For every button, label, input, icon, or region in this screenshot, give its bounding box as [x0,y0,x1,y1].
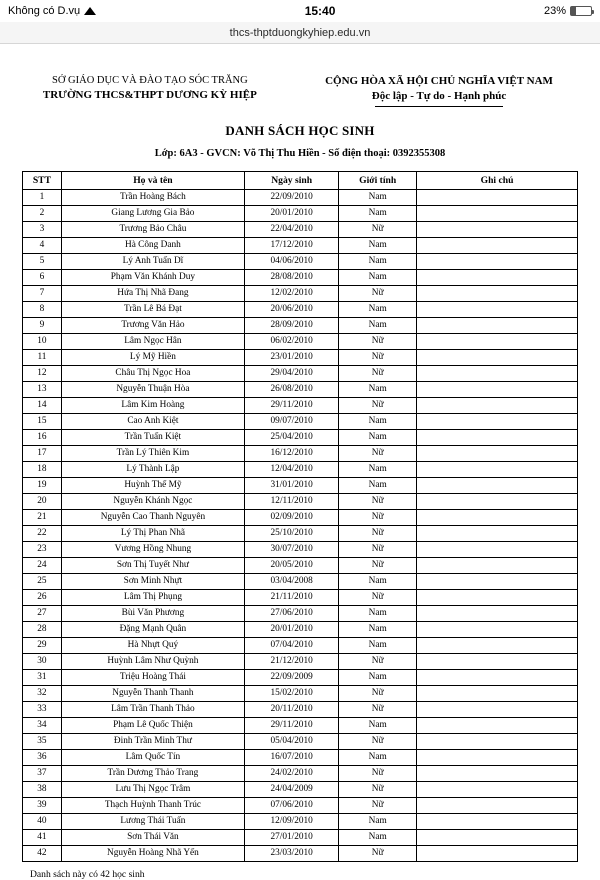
cell-sex: Nữ [339,557,417,573]
table-row [23,557,578,573]
table-row [23,477,578,493]
cell-sex: Nam [339,813,417,829]
cell-note [417,413,578,429]
cell-stt: 18 [23,461,62,477]
table-row [23,525,578,541]
cell-note [417,589,578,605]
cell-note [417,573,578,589]
cell-dob: 28/09/2010 [244,317,338,333]
table-row [23,733,578,749]
col-header-note: Ghi chú [417,171,578,189]
cell-stt: 13 [23,381,62,397]
cell-stt: 27 [23,605,62,621]
table-row [23,605,578,621]
cell-sex: Nam [339,301,417,317]
cell-sex: Nữ [339,781,417,797]
cell-sex: Nữ [339,525,417,541]
cell-name: Thạch Huỳnh Thanh Trúc [61,797,244,813]
cell-note [417,269,578,285]
cell-dob: 24/02/2010 [244,765,338,781]
cell-note [417,637,578,653]
cell-note [417,765,578,781]
cell-dob: 12/11/2010 [244,493,338,509]
cell-sex: Nữ [339,541,417,557]
cell-stt: 24 [23,557,62,573]
table-row [23,349,578,365]
cell-stt: 5 [23,253,62,269]
cell-stt: 33 [23,701,62,717]
cell-sex: Nữ [339,845,417,861]
cell-sex: Nữ [339,333,417,349]
table-row [23,397,578,413]
col-header-stt: STT [23,171,62,189]
table-row [23,333,578,349]
table-row [23,253,578,269]
cell-sex: Nam [339,461,417,477]
cell-dob: 26/08/2010 [244,381,338,397]
cell-note [417,541,578,557]
cell-dob: 23/01/2010 [244,349,338,365]
cell-name: Giang Lương Gia Bảo [61,205,244,221]
table-row [23,205,578,221]
cell-sex: Nam [339,381,417,397]
cell-stt: 19 [23,477,62,493]
cell-sex: Nữ [339,493,417,509]
table-row [23,749,578,765]
cell-dob: 04/06/2010 [244,253,338,269]
cell-sex: Nam [339,621,417,637]
cell-note [417,845,578,861]
cell-note [417,333,578,349]
clock-label: 15:40 [304,4,336,18]
table-row [23,637,578,653]
cell-name: Triệu Hoàng Thái [61,669,244,685]
cell-name: Bùi Văn Phương [61,605,244,621]
cell-dob: 27/06/2010 [244,605,338,621]
cell-name: Lâm Kim Hoàng [61,397,244,413]
cell-stt: 37 [23,765,62,781]
table-row [23,301,578,317]
table-row [23,317,578,333]
cell-note [417,557,578,573]
cell-note [417,285,578,301]
cell-sex: Nam [339,429,417,445]
cell-name: Trần Lý Thiên Kim [61,445,244,461]
table-row [23,413,578,429]
cell-name: Trần Lê Bá Đạt [61,301,244,317]
table-row [23,797,578,813]
footer-note: Danh sách này có 42 học sinh [30,868,145,880]
cell-name: Nguyễn Khánh Ngọc [61,493,244,509]
table-row [23,653,578,669]
cell-sex: Nam [339,637,417,653]
cell-dob: 05/04/2010 [244,733,338,749]
url-text: thcs-thptduongkyhiep.edu.vn [229,26,371,39]
battery-percent-label: 23% [543,5,566,17]
cell-dob: 27/01/2010 [244,829,338,845]
cell-name: Lâm Trần Thanh Thảo [61,701,244,717]
cell-note [417,205,578,221]
cell-sex: Nữ [339,445,417,461]
cell-stt: 41 [23,829,62,845]
status-bar-right [544,5,592,17]
cell-name: Sơn Minh Nhựt [61,573,244,589]
cell-sex: Nữ [339,365,417,381]
cell-note [417,605,578,621]
cell-dob: 12/04/2010 [244,461,338,477]
cell-name: Hà Công Danh [61,237,244,253]
cell-stt: 25 [23,573,62,589]
cell-stt: 6 [23,269,62,285]
table-row [23,589,578,605]
status-bar-left [8,5,96,17]
carrier-label: Không có D.vụ [8,5,81,17]
table-row [23,765,578,781]
cell-note [417,685,578,701]
cell-dob: 16/07/2010 [244,749,338,765]
cell-dob: 29/11/2010 [244,717,338,733]
cell-name: Nguyễn Hoàng Nhã Yến [61,845,244,861]
cell-note [417,653,578,669]
cell-sex: Nam [339,829,417,845]
cell-stt: 2 [23,205,62,221]
cell-sex: Nam [339,477,417,493]
table-body [23,189,578,861]
cell-sex: Nữ [339,797,417,813]
cell-stt: 10 [23,333,62,349]
cell-note [417,509,578,525]
table-row [23,237,578,253]
cell-name: Nguyễn Thanh Thanh [61,685,244,701]
cell-dob: 03/04/2008 [244,573,338,589]
org-line-2: TRƯỜNG THCS&THPT DƯƠNG KỲ HIỆP [42,89,257,102]
cell-dob: 20/06/2010 [244,301,338,317]
cell-note [417,189,578,205]
cell-stt: 30 [23,653,62,669]
table-row [23,445,578,461]
cell-name: Đinh Trần Minh Thư [61,733,244,749]
cell-name: Lâm Quốc Tín [61,749,244,765]
cell-stt: 4 [23,237,62,253]
cell-sex: Nữ [339,509,417,525]
cell-note [417,781,578,797]
cell-dob: 25/10/2010 [244,525,338,541]
cell-stt: 16 [23,429,62,445]
cell-dob: 28/08/2010 [244,269,338,285]
cell-stt: 21 [23,509,62,525]
cell-dob: 15/02/2010 [244,685,338,701]
cell-sex: Nữ [339,589,417,605]
document-body [0,44,600,880]
cell-name: Lý Thị Phan Nhã [61,525,244,541]
cell-name: Trần Hoàng Bách [61,189,244,205]
table-row [23,813,578,829]
cell-dob: 02/09/2010 [244,509,338,525]
cell-stt: 20 [23,493,62,509]
table-row [23,621,578,637]
nation-line-1: CỘNG HÒA XÃ HỘI CHỦ NGHĨA VIỆT NAM [325,75,553,87]
cell-stt: 12 [23,365,62,381]
cell-stt: 29 [23,637,62,653]
wifi-icon [84,6,96,16]
cell-note [417,717,578,733]
page-title: DANH SÁCH HỌC SINH [225,122,375,138]
cell-name: Lưu Thị Ngọc Trâm [61,781,244,797]
page-subtitle: Lớp: 6A3 - GVCN: Võ Thị Thu Hiền - Số điện thoại: 0392355308 [154,147,446,159]
cell-dob: 29/04/2010 [244,365,338,381]
table-row [23,189,578,205]
cell-stt: 42 [23,845,62,861]
cell-stt: 1 [23,189,62,205]
cell-name: Lương Thái Tuấn [61,813,244,829]
cell-dob: 20/11/2010 [244,701,338,717]
cell-dob: 07/04/2010 [244,637,338,653]
browser-url-bar[interactable] [0,22,600,44]
cell-stt: 9 [23,317,62,333]
cell-name: Nguyễn Thuận Hòa [61,381,244,397]
table-row [23,509,578,525]
table-row [23,381,578,397]
cell-note [417,733,578,749]
cell-sex: Nữ [339,221,417,237]
table-row [23,461,578,477]
table-row [23,269,578,285]
table-row [23,845,578,861]
cell-name: Châu Thị Ngọc Hoa [61,365,244,381]
cell-note [417,669,578,685]
cell-dob: 20/05/2010 [244,557,338,573]
cell-dob: 20/01/2010 [244,621,338,637]
cell-sex: Nữ [339,701,417,717]
cell-stt: 31 [23,669,62,685]
table-row [23,573,578,589]
cell-name: Đặng Mạnh Quân [61,621,244,637]
cell-name: Trương Bảo Châu [61,221,244,237]
cell-dob: 06/02/2010 [244,333,338,349]
organization-block [22,74,278,103]
document-header [22,74,578,107]
cell-dob: 12/09/2010 [244,813,338,829]
table-row [23,365,578,381]
cell-note [417,301,578,317]
cell-note [417,525,578,541]
cell-name: Lâm Ngọc Hân [61,333,244,349]
table-row [23,221,578,237]
cell-dob: 23/03/2010 [244,845,338,861]
cell-dob: 29/11/2010 [244,397,338,413]
cell-stt: 32 [23,685,62,701]
status-bar [0,0,600,22]
cell-note [417,317,578,333]
cell-dob: 30/07/2010 [244,541,338,557]
cell-stt: 17 [23,445,62,461]
cell-note [417,621,578,637]
cell-dob: 09/07/2010 [244,413,338,429]
cell-name: Lý Thành Lập [61,461,244,477]
cell-name: Vương Hồng Nhung [61,541,244,557]
cell-stt: 11 [23,349,62,365]
student-table [22,171,578,862]
cell-dob: 25/04/2010 [244,429,338,445]
cell-sex: Nam [339,205,417,221]
cell-stt: 40 [23,813,62,829]
cell-dob: 22/04/2010 [244,221,338,237]
cell-name: Phạm Văn Khánh Duy [61,269,244,285]
cell-note [417,397,578,413]
header-rule [375,106,503,107]
cell-dob: 07/06/2010 [244,797,338,813]
cell-note [417,429,578,445]
cell-note [417,701,578,717]
table-row [23,829,578,845]
col-header-sex: Giới tính [339,171,417,189]
cell-sex: Nam [339,413,417,429]
cell-stt: 15 [23,413,62,429]
cell-note [417,445,578,461]
cell-sex: Nam [339,189,417,205]
cell-name: Huỳnh Thế Mỹ [61,477,244,493]
cell-name: Huỳnh Lâm Như Quỳnh [61,653,244,669]
col-header-dob: Ngày sinh [244,171,338,189]
cell-sex: Nữ [339,397,417,413]
cell-dob: 12/02/2010 [244,285,338,301]
cell-stt: 8 [23,301,62,317]
cell-sex: Nam [339,749,417,765]
cell-note [417,221,578,237]
nation-block [300,74,578,107]
cell-name: Hứa Thị Nhã Đang [61,285,244,301]
cell-note [417,349,578,365]
table-row [23,781,578,797]
cell-stt: 34 [23,717,62,733]
cell-sex: Nữ [339,285,417,301]
cell-note [417,493,578,509]
cell-note [417,477,578,493]
table-row [23,717,578,733]
cell-dob: 22/09/2010 [244,189,338,205]
cell-stt: 35 [23,733,62,749]
cell-note [417,461,578,477]
cell-name: Lâm Thị Phụng [61,589,244,605]
cell-dob: 31/01/2010 [244,477,338,493]
table-row [23,285,578,301]
cell-sex: Nam [339,573,417,589]
cell-note [417,365,578,381]
cell-note [417,829,578,845]
cell-sex: Nam [339,669,417,685]
cell-name: Lý Anh Tuấn Dĩ [61,253,244,269]
cell-note [417,749,578,765]
cell-dob: 17/12/2010 [244,237,338,253]
cell-stt: 14 [23,397,62,413]
table-row [23,701,578,717]
battery-icon [570,6,592,16]
table-row [23,493,578,509]
cell-note [417,253,578,269]
cell-name: Hà Nhựt Quý [61,637,244,653]
cell-sex: Nữ [339,733,417,749]
table-row [23,669,578,685]
cell-sex: Nam [339,717,417,733]
table-row [23,541,578,557]
cell-name: Trần Tuấn Kiệt [61,429,244,445]
cell-stt: 7 [23,285,62,301]
cell-stt: 28 [23,621,62,637]
cell-sex: Nữ [339,349,417,365]
cell-stt: 23 [23,541,62,557]
cell-sex: Nam [339,605,417,621]
cell-dob: 24/04/2009 [244,781,338,797]
table-row [23,685,578,701]
cell-name: Lý Mỹ Hiền [61,349,244,365]
cell-name: Sơn Thị Tuyết Như [61,557,244,573]
cell-note [417,813,578,829]
cell-stt: 22 [23,525,62,541]
table-row [23,429,578,445]
cell-stt: 36 [23,749,62,765]
cell-sex: Nam [339,237,417,253]
col-header-name: Họ và tên [61,171,244,189]
cell-dob: 22/09/2009 [244,669,338,685]
cell-sex: Nữ [339,685,417,701]
cell-stt: 38 [23,781,62,797]
cell-dob: 16/12/2010 [244,445,338,461]
table-header-row [23,171,578,189]
cell-sex: Nam [339,317,417,333]
cell-note [417,381,578,397]
cell-name: Trương Văn Hảo [61,317,244,333]
cell-dob: 21/11/2010 [244,589,338,605]
cell-name: Cao Anh Kiệt [61,413,244,429]
cell-name: Nguyễn Cao Thanh Nguyên [61,509,244,525]
cell-sex: Nữ [339,653,417,669]
cell-stt: 3 [23,221,62,237]
nation-line-2: Độc lập - Tự do - Hạnh phúc [371,89,507,102]
cell-stt: 26 [23,589,62,605]
cell-sex: Nữ [339,765,417,781]
cell-name: Phạm Lê Quốc Thiện [61,717,244,733]
cell-name: Trần Dương Thảo Trang [61,765,244,781]
cell-note [417,237,578,253]
org-line-1: SỞ GIÁO DỤC VÀ ĐÀO TẠO SÓC TRĂNG [52,75,248,86]
cell-name: Sơn Thái Văn [61,829,244,845]
cell-sex: Nam [339,269,417,285]
cell-stt: 39 [23,797,62,813]
cell-dob: 20/01/2010 [244,205,338,221]
cell-note [417,797,578,813]
cell-dob: 21/12/2010 [244,653,338,669]
cell-sex: Nam [339,253,417,269]
